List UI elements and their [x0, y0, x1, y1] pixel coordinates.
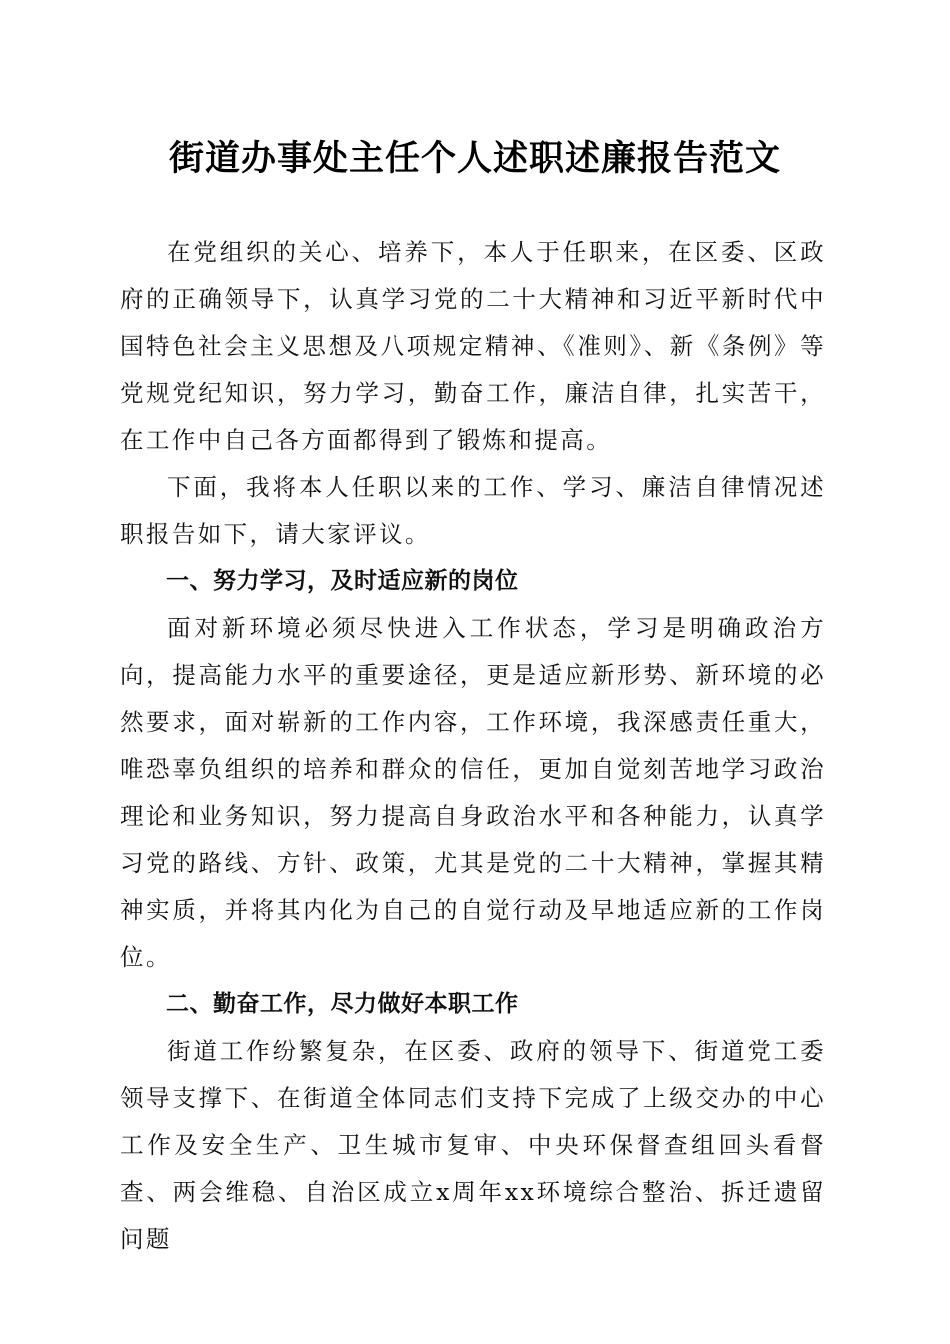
paragraph-section-2: 街道工作纷繁复杂，在区委、政府的领导下、街道党工委领导支撑下、在街道全体同志们支持下完成了上级交办的中心工作及安全生产、卫生城市复审、中央环保督查组回头看督查、两会维稳、自治区成立x周年xx环境综合整治、拆迁遗留问题	[120, 1037, 826, 1253]
paragraph-intro: 在党组织的关心、培养下，本人于任职来，在区委、区政府的正确领导下，认真学习党的二十大精神和习近平新时代中国特色社会主义思想及八项规定精神、《准则》、新《条例》等党规党纪知识，努力学习，勤奋工作，廉洁自律，扎实苦干，在工作中自己各方面都得到了锻炼和提高。	[120, 238, 826, 454]
paragraph-overview: 下面，我将本人任职以来的工作、学习、廉洁自律情况述职报告如下，请大家评议。	[120, 473, 826, 548]
document-body	[120, 229, 826, 1263]
section-heading-1: 一、努力学习，及时适应新的岗位	[166, 568, 519, 594]
section-heading-2: 二、勤奋工作，尽力做好本职工作	[166, 991, 519, 1017]
paragraph-section-1: 面对新环境必须尽快进入工作状态，学习是明确政治方向，提高能力水平的重要途径，更是适应新形势、新环境的必然要求，面对崭新的工作内容，工作环境，我深感责任重大，唯恐辜负组织的培养和群众的信任，更加自觉刻苦地学习政治理论和业务知识，努力提高自身政治水平和各种能力，认真学习党的路线、方针、政策，尤其是党的二十大精神，掌握其精神实质，并将其内化为自己的自觉行动及早地适应新的工作岗位。	[120, 614, 826, 971]
document-title: 街道办事处主任个人述职述廉报告范文	[168, 138, 781, 179]
